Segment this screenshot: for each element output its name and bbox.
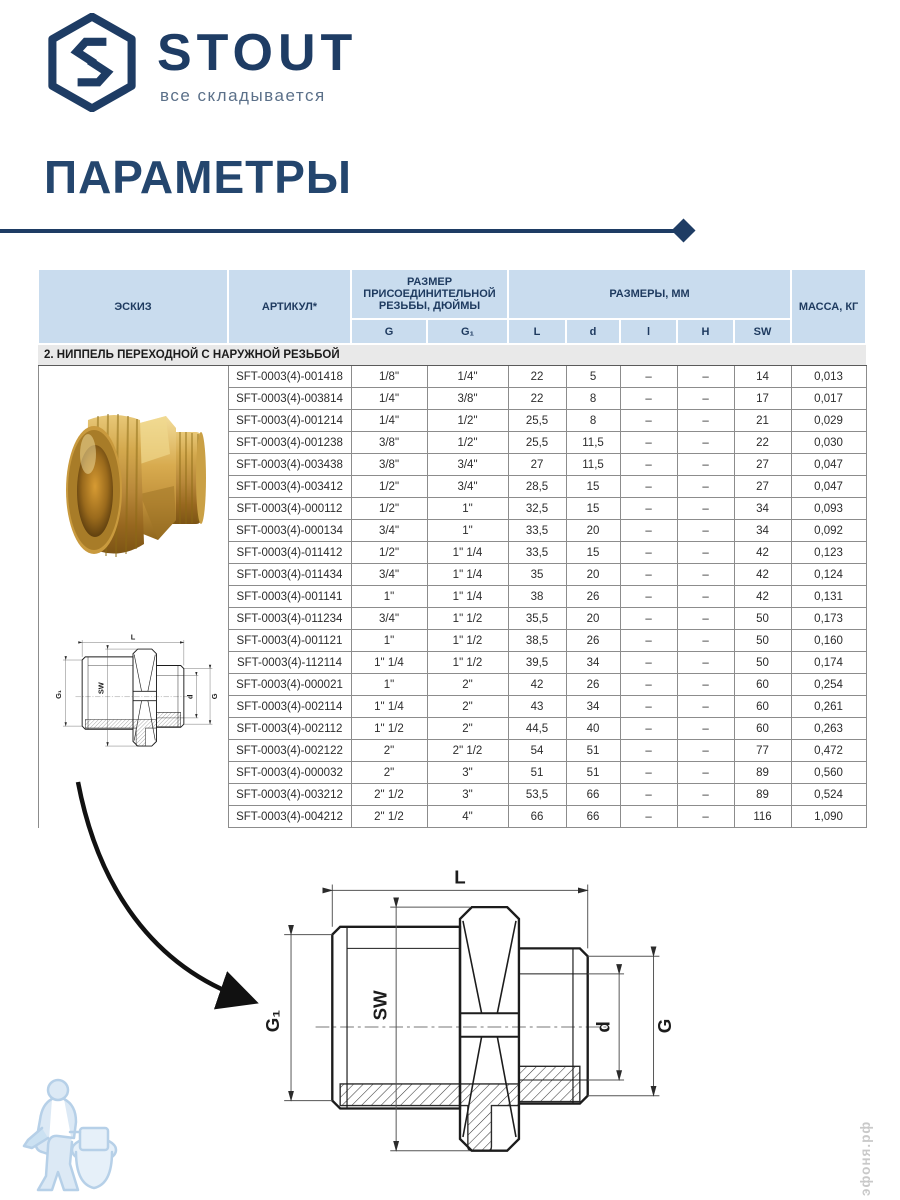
cell-article: SFT-0003(4)-000021 (228, 674, 351, 696)
cell-h: – (677, 454, 734, 476)
svg-text:G₁: G₁ (54, 690, 64, 699)
cell-mass: 0,047 (791, 454, 866, 476)
cell-l: 35,5 (508, 608, 566, 630)
cell-l: 53,5 (508, 784, 566, 806)
cell-article: SFT-0003(4)-001214 (228, 410, 351, 432)
cell-l-small: – (620, 388, 677, 410)
brand-logo (45, 13, 357, 112)
cell-g: 1" 1/4 (351, 652, 427, 674)
cell-h: – (677, 410, 734, 432)
cell-g: 2" 1/2 (351, 784, 427, 806)
col-header-g1: G₁ (427, 319, 508, 344)
cell-mass: 0,017 (791, 388, 866, 410)
cell-article: SFT-0003(4)-002112 (228, 718, 351, 740)
cell-article: SFT-0003(4)-001141 (228, 586, 351, 608)
cell-article: SFT-0003(4)-112114 (228, 652, 351, 674)
cell-article: SFT-0003(4)-001238 (228, 432, 351, 454)
section-title: 2. НИППЕЛЬ ПЕРЕХОДНОЙ С НАРУЖНОЙ РЕЗЬБОЙ (38, 344, 866, 366)
cell-g: 1/4" (351, 410, 427, 432)
cell-g: 1" (351, 586, 427, 608)
cell-h: – (677, 762, 734, 784)
cell-article: SFT-0003(4)-011434 (228, 564, 351, 586)
cell-sw: 50 (734, 652, 791, 674)
cell-mass: 0,524 (791, 784, 866, 806)
cell-article: SFT-0003(4)-002114 (228, 696, 351, 718)
col-header-sketch: ЭСКИЗ (38, 269, 228, 344)
cell-mass: 0,092 (791, 520, 866, 542)
cell-g: 1/4" (351, 388, 427, 410)
svg-text:G₁: G₁ (262, 1009, 284, 1033)
col-header-article: АРТИКУЛ* (228, 269, 351, 344)
cell-d: 26 (566, 674, 620, 696)
cell-d: 34 (566, 652, 620, 674)
cell-sw: 89 (734, 762, 791, 784)
cell-l: 25,5 (508, 410, 566, 432)
cell-mass: 0,560 (791, 762, 866, 784)
col-header-dims-group: РАЗМЕРЫ, ММ (508, 269, 791, 319)
cell-d: 8 (566, 388, 620, 410)
cell-d: 8 (566, 410, 620, 432)
cell-sw: 22 (734, 432, 791, 454)
cell-g1: 1" (427, 498, 508, 520)
cell-g: 3/8" (351, 454, 427, 476)
cell-g: 1" 1/4 (351, 696, 427, 718)
cell-l-small: – (620, 542, 677, 564)
cell-g1: 1" 1/2 (427, 608, 508, 630)
cell-l-small: – (620, 784, 677, 806)
table-row (38, 366, 866, 388)
cell-g1: 1" 1/2 (427, 630, 508, 652)
col-header-thread-group: РАЗМЕР ПРИСОЕДИНИТЕЛЬНОЙ РЕЗЬБЫ, ДЮЙМЫ (351, 269, 508, 319)
cell-sw: 77 (734, 740, 791, 762)
svg-text:d: d (592, 1021, 614, 1033)
cell-mass: 0,029 (791, 410, 866, 432)
cell-article: SFT-0003(4)-000112 (228, 498, 351, 520)
col-header-g: G (351, 319, 427, 344)
cell-article: SFT-0003(4)-001418 (228, 366, 351, 388)
cell-sw: 27 (734, 454, 791, 476)
small-technical-drawing (45, 612, 221, 780)
cell-d: 40 (566, 718, 620, 740)
cell-sw: 21 (734, 410, 791, 432)
cell-mass: 0,263 (791, 718, 866, 740)
cell-mass: 0,261 (791, 696, 866, 718)
cell-l: 25,5 (508, 432, 566, 454)
cell-l: 28,5 (508, 476, 566, 498)
cell-sw: 34 (734, 498, 791, 520)
cell-h: – (677, 740, 734, 762)
cell-sw: 50 (734, 630, 791, 652)
cell-l: 35 (508, 564, 566, 586)
cell-sw: 14 (734, 366, 791, 388)
cell-sw: 89 (734, 784, 791, 806)
cell-article: SFT-0003(4)-001121 (228, 630, 351, 652)
cell-g: 3/4" (351, 564, 427, 586)
cell-l-small: – (620, 410, 677, 432)
cell-g1: 1/2" (427, 432, 508, 454)
cell-article: SFT-0003(4)-011412 (228, 542, 351, 564)
cell-h: – (677, 520, 734, 542)
stout-hexagon-icon (45, 13, 139, 112)
cell-sw: 34 (734, 520, 791, 542)
cell-d: 66 (566, 784, 620, 806)
cell-h: – (677, 718, 734, 740)
cell-d: 51 (566, 740, 620, 762)
parameters-table-wrap (37, 268, 865, 828)
cell-l-small: – (620, 498, 677, 520)
plumber-watermark-icon (18, 1072, 133, 1197)
cell-l-small: – (620, 564, 677, 586)
cell-l: 32,5 (508, 498, 566, 520)
cell-l-small: – (620, 366, 677, 388)
big-technical-drawing (237, 858, 683, 1192)
cell-mass: 0,123 (791, 542, 866, 564)
cell-g1: 1/4" (427, 366, 508, 388)
cell-l-small: – (620, 520, 677, 542)
svg-text:L: L (454, 866, 466, 888)
cell-mass: 0,093 (791, 498, 866, 520)
cell-d: 5 (566, 366, 620, 388)
cell-g1: 3/8" (427, 388, 508, 410)
cell-l-small: – (620, 740, 677, 762)
cell-g1: 1" 1/4 (427, 564, 508, 586)
cell-h: – (677, 388, 734, 410)
cell-mass: 0,472 (791, 740, 866, 762)
cell-d: 26 (566, 586, 620, 608)
cell-sw: 60 (734, 718, 791, 740)
cell-sw: 50 (734, 608, 791, 630)
cell-d: 15 (566, 498, 620, 520)
cell-g1: 3/4" (427, 476, 508, 498)
cell-mass: 0,160 (791, 630, 866, 652)
cell-l-small: – (620, 762, 677, 784)
divider-diamond-icon (671, 218, 695, 242)
cell-sw: 27 (734, 476, 791, 498)
cell-h: – (677, 366, 734, 388)
cell-g1: 2" 1/2 (427, 740, 508, 762)
cell-mass: 1,090 (791, 806, 866, 828)
cell-d: 66 (566, 806, 620, 828)
cell-article: SFT-0003(4)-003212 (228, 784, 351, 806)
cell-d: 20 (566, 564, 620, 586)
cell-g1: 4" (427, 806, 508, 828)
cell-l-small: – (620, 608, 677, 630)
cell-l: 38,5 (508, 630, 566, 652)
svg-text:SW: SW (96, 682, 106, 695)
col-header-l-small: l (620, 319, 677, 344)
cell-l: 66 (508, 806, 566, 828)
cell-d: 15 (566, 542, 620, 564)
cell-g1: 1" (427, 520, 508, 542)
cell-h: – (677, 630, 734, 652)
cell-sw: 60 (734, 674, 791, 696)
cell-g: 1/2" (351, 542, 427, 564)
parameters-table (37, 268, 867, 828)
cell-h: – (677, 542, 734, 564)
cell-d: 51 (566, 762, 620, 784)
cell-h: – (677, 674, 734, 696)
cell-d: 15 (566, 476, 620, 498)
cell-g: 3/4" (351, 608, 427, 630)
cell-l: 38 (508, 586, 566, 608)
cell-h: – (677, 806, 734, 828)
cell-mass: 0,131 (791, 586, 866, 608)
cell-d: 26 (566, 630, 620, 652)
cell-d: 20 (566, 520, 620, 542)
cell-l-small: – (620, 806, 677, 828)
svg-text:G: G (210, 693, 220, 700)
cell-h: – (677, 784, 734, 806)
brand-tagline: все складывается (160, 86, 326, 105)
cell-l: 51 (508, 762, 566, 784)
cell-article: SFT-0003(4)-004212 (228, 806, 351, 828)
cell-g: 2" 1/2 (351, 806, 427, 828)
cell-g: 1/2" (351, 498, 427, 520)
cell-sw: 116 (734, 806, 791, 828)
cell-l: 39,5 (508, 652, 566, 674)
page-title: ПАРАМЕТРЫ (44, 151, 352, 203)
cell-l-small: – (620, 432, 677, 454)
cell-g1: 2" (427, 696, 508, 718)
divider-line (0, 229, 676, 233)
cell-h: – (677, 498, 734, 520)
col-header-mass: МАССА, КГ (791, 269, 866, 344)
cell-l-small: – (620, 652, 677, 674)
cell-sw: 42 (734, 564, 791, 586)
site-watermark: эфоня.рф (858, 1120, 873, 1196)
cell-l-small: – (620, 630, 677, 652)
cell-l: 22 (508, 366, 566, 388)
cell-g: 2" (351, 740, 427, 762)
cell-l: 22 (508, 388, 566, 410)
cell-g1: 1" 1/2 (427, 652, 508, 674)
cell-mass: 0,174 (791, 652, 866, 674)
cell-mass: 0,173 (791, 608, 866, 630)
cell-g: 1" (351, 630, 427, 652)
cell-mass: 0,124 (791, 564, 866, 586)
cell-g: 3/8" (351, 432, 427, 454)
cell-sw: 17 (734, 388, 791, 410)
cell-d: 20 (566, 608, 620, 630)
cell-d: 34 (566, 696, 620, 718)
cell-l: 54 (508, 740, 566, 762)
cell-article: SFT-0003(4)-003438 (228, 454, 351, 476)
cell-l: 43 (508, 696, 566, 718)
cell-h: – (677, 564, 734, 586)
cell-article: SFT-0003(4)-011234 (228, 608, 351, 630)
sketch-cell (38, 366, 228, 828)
cell-h: – (677, 476, 734, 498)
cell-d: 11,5 (566, 432, 620, 454)
col-header-h: H (677, 319, 734, 344)
cell-g1: 1/2" (427, 410, 508, 432)
fitting-photo (58, 394, 208, 606)
cell-sw: 42 (734, 542, 791, 564)
cell-l-small: – (620, 586, 677, 608)
sketch-cell-content (39, 394, 228, 856)
cell-g: 1/8" (351, 366, 427, 388)
cell-l-small: – (620, 696, 677, 718)
cell-h: – (677, 608, 734, 630)
cell-h: – (677, 652, 734, 674)
svg-text:L: L (130, 632, 136, 642)
cell-g: 2" (351, 762, 427, 784)
cell-mass: 0,254 (791, 674, 866, 696)
cell-g1: 3" (427, 762, 508, 784)
cell-l: 33,5 (508, 520, 566, 542)
cell-article: SFT-0003(4)-000134 (228, 520, 351, 542)
col-header-l: L (508, 319, 566, 344)
cell-g1: 1" 1/4 (427, 542, 508, 564)
cell-g1: 1" 1/4 (427, 586, 508, 608)
cell-l-small: – (620, 718, 677, 740)
brand-name: STOUT (157, 24, 358, 82)
cell-l-small: – (620, 476, 677, 498)
cell-g: 1" (351, 674, 427, 696)
cell-g: 1/2" (351, 476, 427, 498)
cell-article: SFT-0003(4)-000032 (228, 762, 351, 784)
cell-h: – (677, 432, 734, 454)
col-header-sw: SW (734, 319, 791, 344)
cell-g: 1" 1/2 (351, 718, 427, 740)
cell-g: 3/4" (351, 520, 427, 542)
cell-mass: 0,013 (791, 366, 866, 388)
col-header-d: d (566, 319, 620, 344)
svg-text:SW: SW (369, 990, 391, 1021)
cell-article: SFT-0003(4)-003814 (228, 388, 351, 410)
svg-text:d: d (185, 694, 195, 700)
cell-l: 42 (508, 674, 566, 696)
cell-l: 27 (508, 454, 566, 476)
cell-l-small: – (620, 454, 677, 476)
cell-d: 11,5 (566, 454, 620, 476)
cell-article: SFT-0003(4)-003412 (228, 476, 351, 498)
cell-g1: 3" (427, 784, 508, 806)
svg-text:G: G (654, 1018, 676, 1034)
cell-sw: 42 (734, 586, 791, 608)
cell-article: SFT-0003(4)-002122 (228, 740, 351, 762)
cell-g1: 2" (427, 674, 508, 696)
cell-mass: 0,047 (791, 476, 866, 498)
cell-mass: 0,030 (791, 432, 866, 454)
cell-g1: 3/4" (427, 454, 508, 476)
cell-sw: 60 (734, 696, 791, 718)
cell-h: – (677, 696, 734, 718)
cell-g1: 2" (427, 718, 508, 740)
cell-l: 44,5 (508, 718, 566, 740)
cell-h: – (677, 586, 734, 608)
cell-l-small: – (620, 674, 677, 696)
cell-l: 33,5 (508, 542, 566, 564)
